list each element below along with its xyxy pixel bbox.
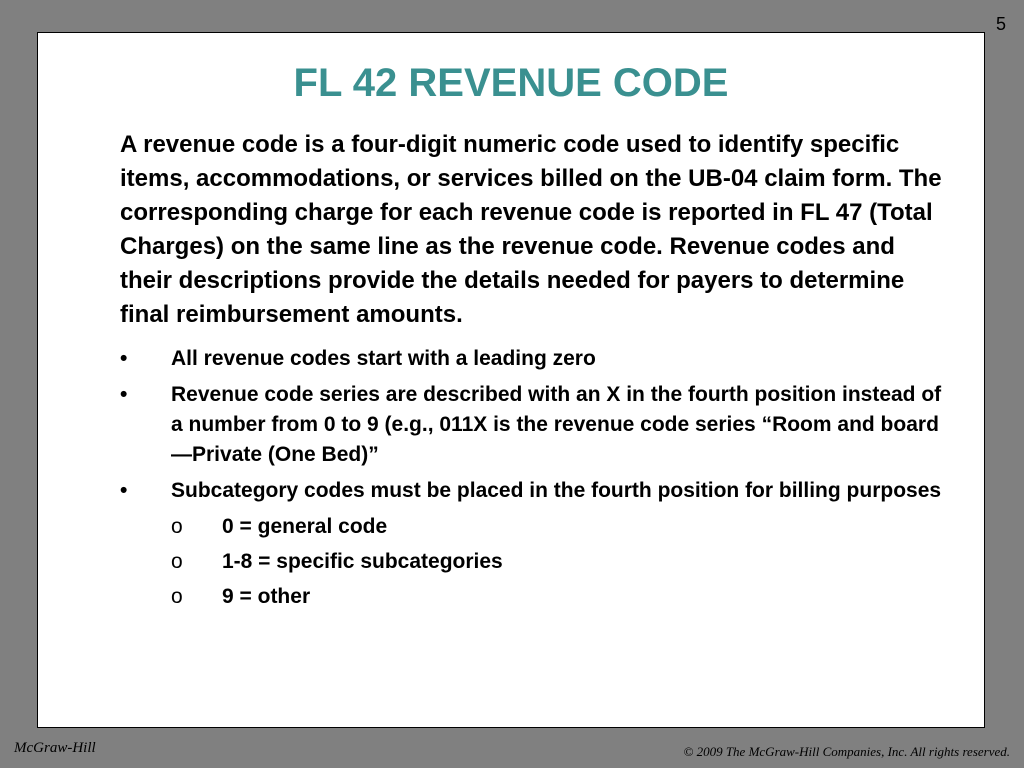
sub-bullet-text: 9 = other (222, 585, 311, 608)
bullet-marker: • (120, 383, 128, 406)
copyright-notice: © 2009 The McGraw-Hill Companies, Inc. All rights reserved. (683, 744, 1010, 759)
bullet-text: Subcategory codes must be placed in the fourth position for billing purposes (171, 479, 942, 502)
sub-bullet-item (120, 547, 950, 577)
sub-bullet-item (120, 512, 950, 542)
bullet-marker: • (120, 479, 128, 502)
bullet-item (120, 380, 950, 470)
sub-bullet-text: 1-8 = specific subcategories (222, 550, 503, 573)
publisher-logo: McGraw-Hill (14, 740, 96, 756)
bullet-item (120, 344, 950, 374)
slide-panel (37, 32, 985, 728)
sub-bullet-marker: o (171, 585, 183, 608)
sub-bullet-item (120, 582, 950, 612)
bullet-item (120, 476, 950, 506)
sub-bullet-text: 0 = general code (222, 515, 388, 538)
bullet-marker: • (120, 347, 128, 370)
bullet-text: All revenue codes start with a leading zero (171, 347, 596, 370)
intro-paragraph: A revenue code is a four-digit numeric code used to identify specific items, accommodations, or services billed on the UB-04 claim form. The corresponding charge for each revenue code is reported in FL 47 (Total Charges) on the same line as the revenue code. Revenue codes and their descriptions provide the details needed for payers to determine final reimbursement amounts. (120, 131, 942, 328)
slide-title: FL 42 REVENUE CODE (293, 61, 729, 105)
slide-content (120, 128, 950, 617)
sub-bullet-marker: o (171, 550, 183, 573)
sub-bullet-marker: o (171, 515, 183, 538)
slide-number: 5 (995, 14, 1006, 34)
bullet-text: Revenue code series are described with an X in the fourth position instead of a number from 0 to 9 (e.g., 011X is the revenue code series “Room and board—Private (One Bed)” (171, 383, 942, 466)
